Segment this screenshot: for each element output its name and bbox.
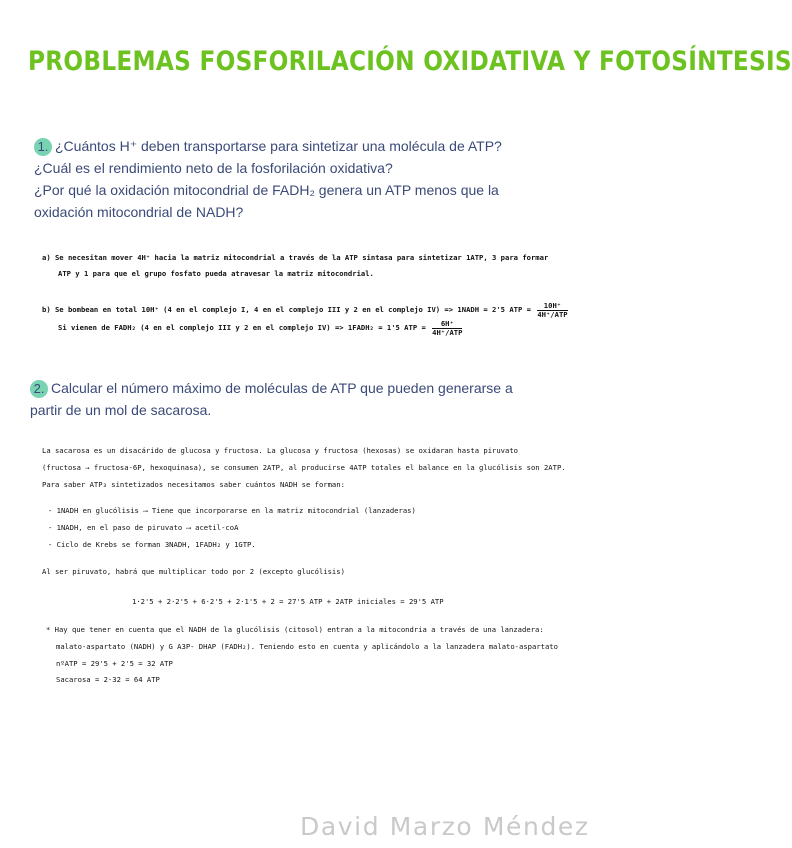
question-2-number-badge: 2. (30, 380, 48, 398)
question-1-line-2: ¿Cuál es el rendimiento neto de la fosforilación oxidativa? (34, 160, 393, 176)
list-item: - Ciclo de Krebs se forman 3NADH, 1FADH₂ y 1GTP. (48, 540, 256, 549)
question-1-text-1: ¿Cuántos H⁺ deben transportarse para sintetizar una molécula de ATP? (55, 138, 502, 154)
answer-2-note-2: malato-aspartato (NADH) y G A3P- DHAP (FADH₂). Teniendo esto en cuenta y aplicándolo a la lanzadera malato-aspartato (56, 642, 558, 651)
answer-2-paragraph-3: Para saber ATP₃ sintetizados necesitamos saber cuántos NADH se forman: (42, 480, 345, 489)
answer-1b-line-1 (42, 302, 568, 318)
question-2 (30, 377, 550, 421)
question-1-number-badge: 1. (34, 138, 52, 156)
answer-1b-text-2: Si vienen de FADH₂ (4 en el complejo III y 2 en el complejo IV) => 1FADH₂ = 1'5 ATP = (58, 323, 426, 333)
question-2-text-1: Calcular el número máximo de moléculas de ATP que pueden generarse a (51, 380, 513, 396)
answer-2-equation: 1·2'5 + 2·2'5 + 6·2'5 + 2·1'5 + 2 = 27'5 ATP + 2ATP iniciales = 29'5 ATP (132, 597, 444, 606)
fraction-2-numerator: 6H⁺ (432, 320, 462, 329)
answer-2-paragraph-4: Al ser piruvato, habrá que multiplicar todo por 2 (excepto glucólisis) (42, 567, 345, 576)
answer-1a-line-2: ATP y 1 para que el grupo fosfato pueda atravesar la matriz mitocondrial. (58, 269, 374, 278)
list-item: - 1NADH en glucólisis ⟶ Tiene que incorporarse en la matriz mitocondrial (lanzaderas) (48, 506, 416, 515)
answer-2-note-4: Sacarosa = 2·32 = 64 ATP (56, 675, 160, 684)
answer-2-paragraph-1: La sacarosa es un disacárido de glucosa y fructosa. La glucosa y fructosa (hexosas) se oxidaran hasta piruvato (42, 446, 518, 455)
question-2-line-2: partir de un mol de sacarosa. (30, 402, 212, 418)
author-signature: David Marzo Méndez (300, 812, 590, 841)
page-title: PROBLEMAS FOSFORILACIÓN OXIDATIVA Y FOTOSÍNTESIS (28, 46, 792, 77)
fraction-1-numerator: 10H⁺ (537, 302, 567, 311)
question-1-line-1 (34, 135, 554, 157)
fraction-1-denominator: 4H⁺/ATP (537, 310, 568, 320)
fraction-2-denominator: 4H⁺/ATP (432, 328, 463, 338)
answer-1b-text-1: b) Se bombean en total 10H⁺ (4 en el complejo I, 4 en el complejo III y 2 en el complejo IV) => 1NADH = 2'5 ATP = (42, 305, 531, 315)
answer-2-paragraph-2: (fructosa → fructosa-6P, hexoquinasa), se consumen 2ATP, al producirse 4ATP totales el balance en la glucólisis son 2ATP. (42, 463, 566, 472)
fraction-2 (432, 320, 462, 336)
question-1-line-3: ¿Por qué la oxidación mitocondrial de FADH₂ genera un ATP menos que la (34, 182, 499, 198)
question-1-line-4: oxidación mitocondrial de NADH? (34, 204, 244, 220)
answer-2-note-1: * Hay que tener en cuenta que el NADH de la glucólisis (citosol) entran a la mitocondria a través de una lanzadera: (46, 625, 544, 634)
answer-2-note-3: nºATP = 29'5 + 2'5 = 32 ATP (56, 659, 173, 668)
list-item: - 1NADH, en el paso de piruvato ⟶ acetil-coA (48, 523, 239, 532)
answer-1b-line-2 (58, 320, 462, 336)
question-1 (34, 135, 554, 223)
question-2-line-1 (30, 377, 550, 399)
answer-1a-line-1: a) Se necesitan mover 4H⁺ hacia la matriz mitocondrial a través de la ATP sintasa para sintetizar 1ATP, 3 para formar (42, 253, 549, 262)
fraction-1 (537, 302, 567, 318)
